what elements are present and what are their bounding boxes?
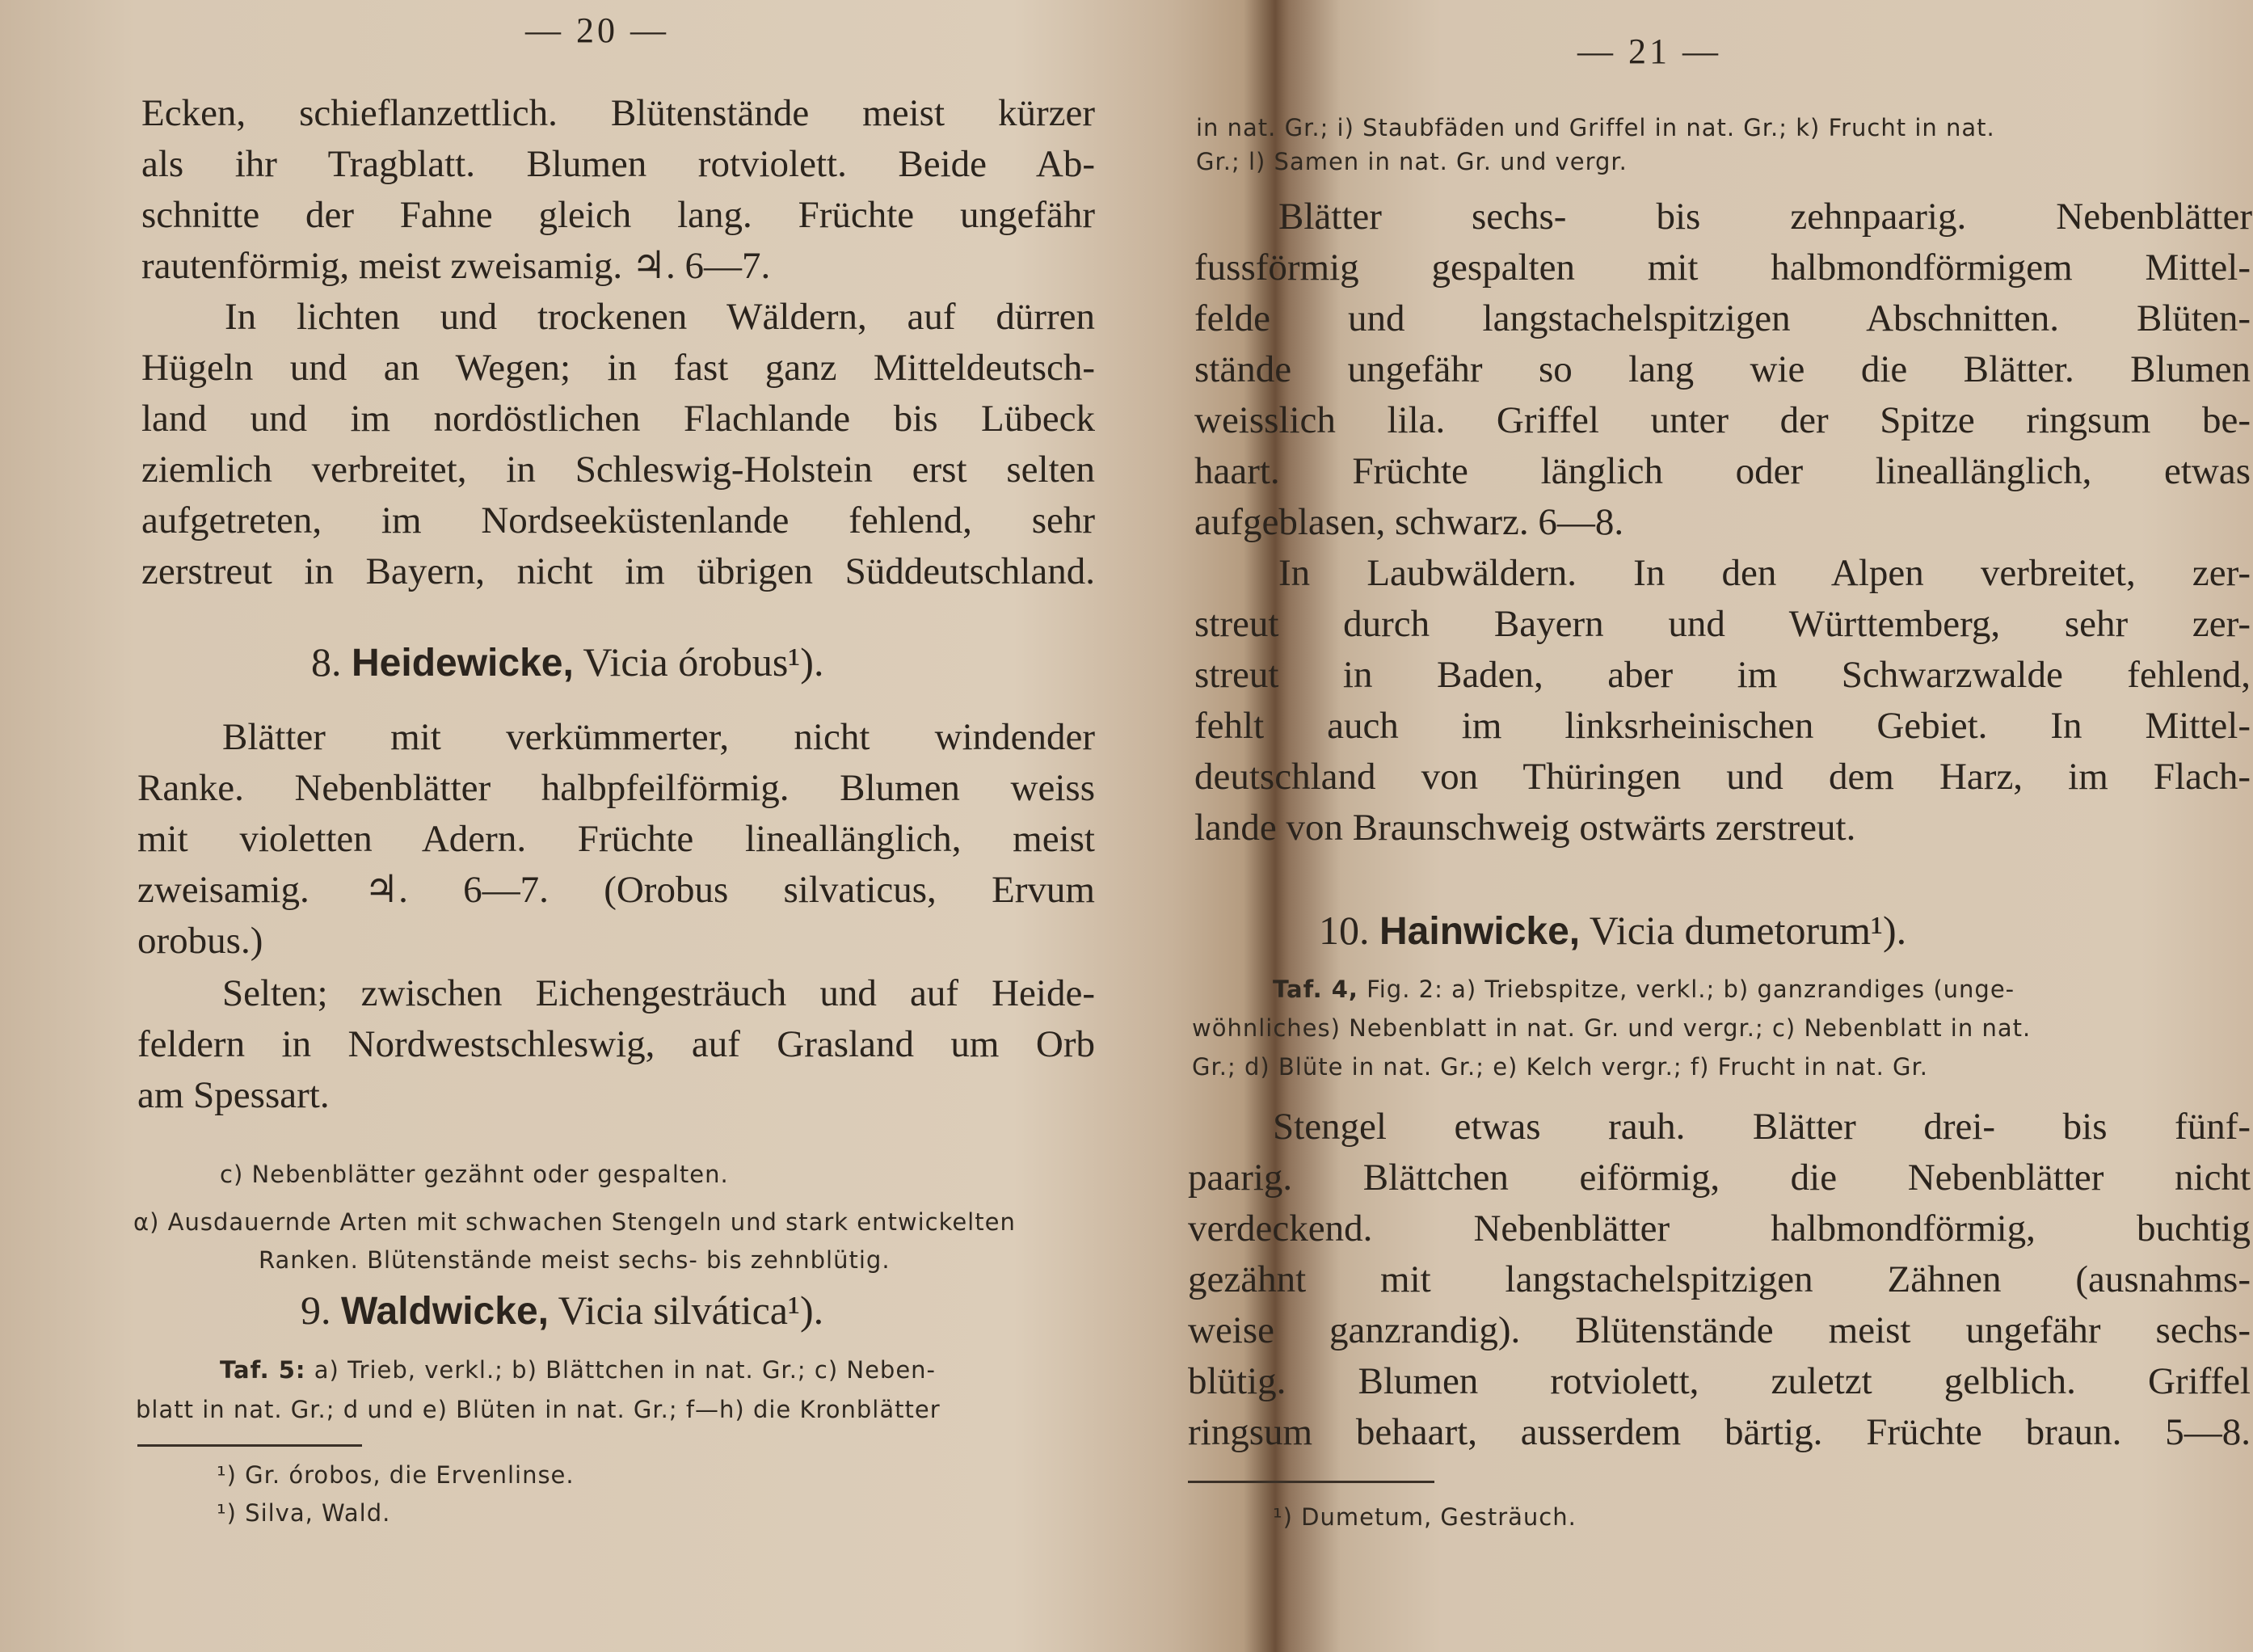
- taf-label: Taf. 5:: [220, 1356, 306, 1384]
- text-line: Ranke. Nebenblätter halbpfeilförmig. Blumen weiss: [137, 767, 1095, 809]
- text-line: Blätter mit verkümmerter, nicht windender: [222, 716, 1095, 758]
- species-number: 10.: [1319, 908, 1370, 953]
- text-line: fussförmig gespalten mit halbmondförmigem Mittel-: [1194, 247, 2251, 289]
- text-line: aufgeblasen, schwarz. 6—8.: [1194, 501, 1624, 543]
- species-number: 8.: [311, 639, 342, 685]
- taf-caption-9-cont: Gr.; l) Samen in nat. Gr. und vergr.: [1196, 148, 1628, 175]
- text-line: Stengel etwas rauh. Blätter drei- bis fünf-: [1273, 1106, 2251, 1148]
- text-line: streut durch Bayern und Württemberg, sehr zer-: [1194, 603, 2251, 645]
- text-line: am Spessart.: [137, 1074, 330, 1116]
- text-line: zweisamig. ♃. 6—7. (Orobus silvaticus, Ervum: [137, 869, 1095, 911]
- species-name: Hainwicke,: [1379, 910, 1581, 953]
- taf-text: Fig. 2: a) Triebspitze, verkl.; b) ganzrandiges (unge-: [1367, 976, 2015, 1003]
- key-c: c) Nebenblätter gezähnt oder gespalten.: [220, 1161, 729, 1188]
- text-line: Selten; zwischen Eichengesträuch und auf Heide-: [222, 972, 1095, 1014]
- text-line: haart. Früchte länglich oder lineallänglich, etwas: [1194, 450, 2251, 492]
- text-line: deutschland von Thüringen und dem Harz, im Flach-: [1194, 756, 2251, 798]
- text-line: weisslich lila. Griffel unter der Spitze ringsum be-: [1194, 399, 2251, 441]
- text-line: zerstreut in Bayern, nicht im übrigen Süddeutschland.: [141, 550, 1095, 592]
- footnote-rule: [1188, 1481, 1434, 1483]
- text-line: Hügeln und an Wegen; in fast ganz Mitteldeutsch-: [141, 347, 1095, 389]
- page-number-right: — 21 —: [1577, 32, 1721, 71]
- species-heading-10: [1319, 907, 1906, 954]
- species-name: Heidewicke,: [352, 642, 574, 685]
- text-line: lande von Braunschweig ostwärts zerstreut.: [1194, 807, 1856, 849]
- text-line: fehlt auch im linksrheinischen Gebiet. In Mittel-: [1194, 705, 2251, 747]
- text-line: weise ganzrandig). Blütenstände meist ungefähr sechs-: [1188, 1309, 2251, 1351]
- text-line: ringsum behaart, ausserdem bärtig. Früchte braun. 5—8.: [1188, 1411, 2251, 1453]
- text-line: In lichten und trockenen Wäldern, auf dürren: [225, 296, 1095, 338]
- text-line: paarig. Blättchen eiförmig, die Nebenblätter nicht: [1188, 1157, 2251, 1199]
- text-line: feldern in Nordwestschleswig, auf Grasland um Orb: [137, 1023, 1095, 1065]
- taf-caption-10: [1273, 973, 2015, 1005]
- right-page: [1156, 0, 2253, 1652]
- taf-caption-10-line2: wöhnliches) Nebenblatt in nat. Gr. und vergr.; c) Nebenblatt in nat.: [1192, 1014, 2032, 1042]
- footnote: ¹) Silva, Wald.: [217, 1499, 391, 1527]
- text-line: Blätter sechs- bis zehnpaarig. Nebenblätter: [1278, 196, 2252, 238]
- text-line: aufgetreten, im Nordseeküstenlande fehlend, sehr: [141, 499, 1095, 542]
- text-line: verdeckend. Nebenblätter halbmondförmig, buchtig: [1188, 1207, 2251, 1250]
- taf-text: a) Trieb, verkl.; b) Blättchen in nat. Gr.; c) Neben-: [314, 1356, 937, 1384]
- taf-caption-9-cont: in nat. Gr.; i) Staubfäden und Griffel in nat. Gr.; k) Frucht in nat.: [1196, 114, 1995, 141]
- page-number-left: — 20 —: [525, 11, 669, 50]
- text-line: streut in Baden, aber im Schwarzwalde fehlend,: [1194, 654, 2251, 696]
- species-latin: Vicia dumetorum¹).: [1589, 908, 1907, 953]
- footnote-rule: [137, 1444, 362, 1447]
- text-line: stände ungefähr so lang wie die Blätter. Blumen: [1194, 348, 2251, 390]
- text-line: ziemlich verbreitet, in Schleswig-Holstein erst selten: [141, 449, 1095, 491]
- species-heading-8: [311, 638, 823, 685]
- species-name: Waldwicke,: [341, 1290, 549, 1333]
- key-alpha-line1: α) Ausdauernde Arten mit schwachen Stengeln und stark entwickelten: [133, 1208, 1016, 1236]
- text-line: als ihr Tragblatt. Blumen rotviolett. Beide Ab-: [141, 143, 1095, 185]
- species-latin: Vicia órobus¹).: [583, 639, 824, 685]
- text-line: Ecken, schieflanzettlich. Blütenstände meist kürzer: [141, 92, 1095, 134]
- footnote: ¹) Dumetum, Gesträuch.: [1273, 1503, 1577, 1531]
- text-line: land und im nordöstlichen Flachlande bis Lübeck: [141, 398, 1095, 440]
- text-line: felde und langstachelspitzigen Abschnitten. Blüten-: [1194, 297, 2251, 339]
- text-line: In Laubwäldern. In den Alpen verbreitet, zer-: [1278, 552, 2251, 594]
- species-number: 9.: [301, 1287, 331, 1333]
- taf-caption-9: [220, 1354, 936, 1386]
- key-alpha-line2: Ranken. Blütenstände meist sechs- bis zehnblütig.: [259, 1246, 891, 1274]
- taf-caption-10-line3: Gr.; d) Blüte in nat. Gr.; e) Kelch vergr.; f) Frucht in nat. Gr.: [1192, 1053, 1928, 1081]
- taf-caption-9-line2: blatt in nat. Gr.; d und e) Blüten in nat. Gr.; f—h) die Kronblätter: [136, 1396, 941, 1423]
- text-line: orobus.): [137, 920, 263, 962]
- species-latin: Vicia silvática¹).: [558, 1287, 824, 1333]
- text-line: rautenförmig, meist zweisamig. ♃. 6—7.: [141, 245, 771, 287]
- text-line: gezähnt mit langstachelspitzigen Zähnen (ausnahms-: [1188, 1258, 2251, 1300]
- footnote: ¹) Gr. órobos, die Ervenlinse.: [217, 1461, 575, 1489]
- text-line: mit violetten Adern. Früchte lineallänglich, meist: [137, 818, 1095, 860]
- species-heading-9: [301, 1287, 823, 1334]
- text-line: schnitte der Fahne gleich lang. Früchte ungefähr: [141, 194, 1095, 236]
- taf-label: Taf. 4,: [1273, 976, 1358, 1003]
- text-line: blütig. Blumen rotviolett, zuletzt gelblich. Griffel: [1188, 1360, 2251, 1402]
